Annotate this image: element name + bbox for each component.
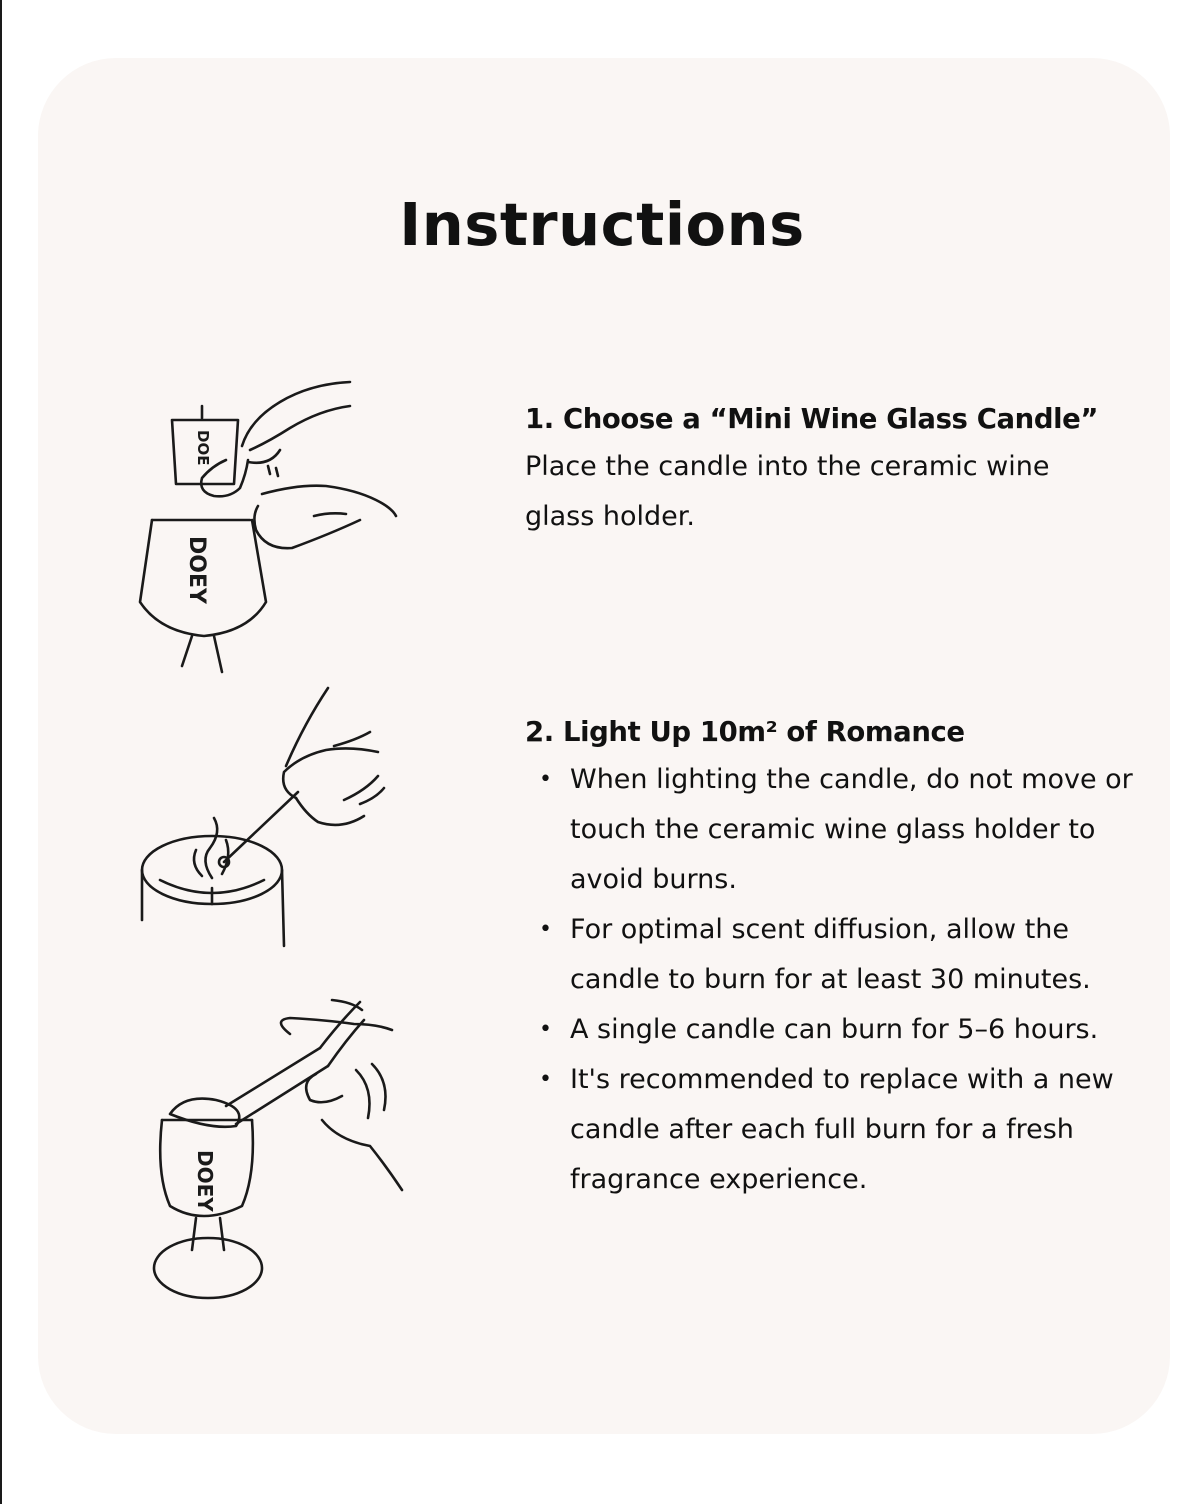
bullet-text: A single candle can burn for 5–6 hours. [570, 1014, 1099, 1045]
illustration-extinguish-candle [140, 990, 430, 1310]
illustration-light-candle [130, 680, 420, 960]
step-2-bullet-3 [525, 1005, 1145, 1055]
candle-brand-label: DOE [194, 430, 212, 466]
bullet-dot-icon: • [539, 1067, 552, 1092]
step-2 [525, 717, 1145, 1205]
step-2-bullet-2 [525, 905, 1145, 1005]
bullet-text: When lighting the candle, do not move or touch the ceramic wine glass holder to avoid burns. [570, 764, 1133, 895]
bullet-dot-icon: • [539, 1017, 552, 1042]
bullet-text: It's recommended to replace with a new candle after each full burn for a fresh fragrance experience. [570, 1064, 1114, 1195]
holder-brand-label: DOEY [184, 536, 209, 604]
step-2-bullet-list [525, 755, 1145, 1205]
extinguish-candle-drawing [140, 990, 430, 1310]
light-candle-drawing [130, 680, 420, 960]
bullet-dot-icon: • [539, 767, 552, 792]
holder-brand-label-2: DOEY [193, 1150, 217, 1212]
page-title: Instructions [399, 190, 805, 259]
bullet-dot-icon: • [539, 917, 552, 942]
bullet-text: For optimal scent diffusion, allow the candle to burn for at least 30 minutes. [570, 914, 1091, 995]
step-1-heading: 1. Choose a “Mini Wine Glass Candle” [525, 403, 1099, 435]
step-2-bullet-1 [525, 755, 1145, 905]
step-1 [525, 404, 1145, 542]
place-candle-drawing [130, 370, 420, 680]
step-1-text: Place the candle into the ceramic wine glass holder. [525, 451, 1050, 532]
step-2-bullet-4 [525, 1055, 1145, 1205]
illustration-place-candle [130, 370, 420, 680]
step-2-heading: 2. Light Up 10m² of Romance [525, 716, 965, 748]
